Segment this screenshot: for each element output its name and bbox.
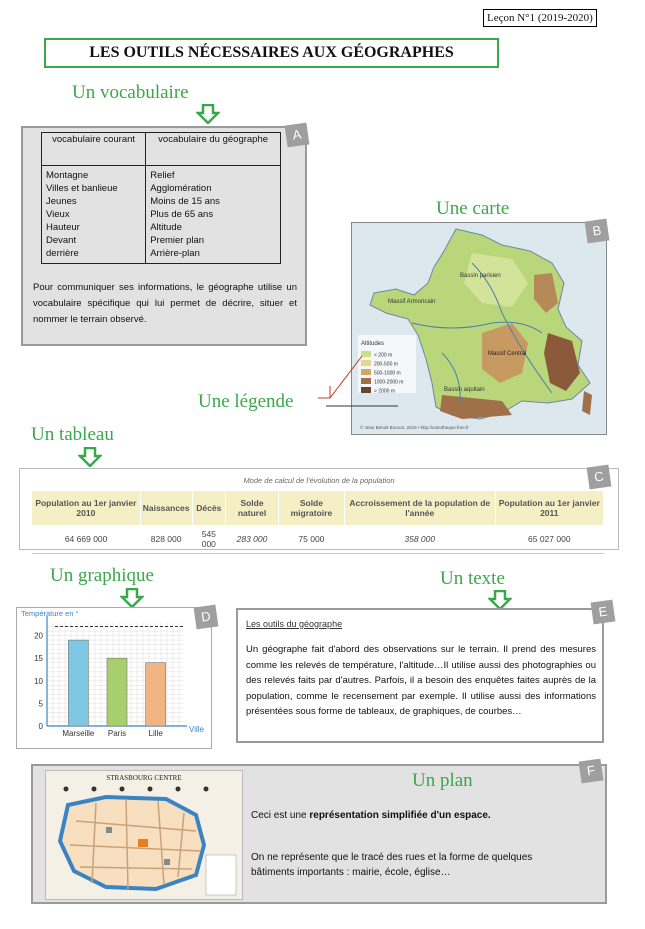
table-value-cell: 545 000	[192, 525, 226, 554]
table-header-cell: Solde migratoire	[278, 491, 344, 525]
population-table	[32, 491, 604, 554]
badge-f: F	[579, 759, 604, 784]
page-title: LES OUTILS NÉCESSAIRES AUX GÉOGRAPHES	[44, 38, 499, 68]
vocab-panel	[21, 126, 307, 346]
vocab-geo-word: Moins de 15 ans	[150, 196, 220, 207]
texte-heading: Un texte	[440, 568, 505, 589]
legend-heading: Une légende	[198, 391, 294, 412]
text-body: Un géographe fait d'abord des observations sur le terrain. Il prend des mesures comme les relevés de température, l'altitude…Il utilise aussi des photographies ou des relevés faits par d'autres. Parfois, il a besoin des enquêtes faites auprès de la population, comme le recensement par exemple. Il utilise aussi des informations présentées sous forme de tableaux, de graphiques, de courbes…	[246, 644, 596, 717]
map-place-label: Bassin parisien	[460, 273, 501, 279]
vocab-col-header: vocabulaire courant	[42, 133, 146, 166]
x-tick-label: Lille	[148, 729, 163, 738]
population-table-panel	[19, 468, 619, 550]
legend-label: 1000-2000 m	[374, 379, 404, 386]
legend-label: < 200 m	[374, 352, 393, 359]
vocab-geo-word: Premier plan	[150, 235, 205, 246]
vocab-common-word: Hauteur	[46, 222, 80, 233]
down-arrow-icon	[78, 447, 102, 467]
legend-label: 200-500 m	[374, 361, 398, 368]
text-panel	[236, 608, 604, 743]
vocab-common-list	[42, 166, 146, 264]
y-tick-label: 15	[34, 654, 43, 664]
vocab-common-word: Devant	[46, 235, 77, 246]
table-caption: Mode de calcul de l'évolution de la population	[243, 476, 395, 485]
plan-heading: Un plan	[412, 770, 473, 791]
plan-text-bold: représentation simplifiée d'un espace.	[309, 810, 491, 821]
lesson-label: Leçon N°1 (2019-2020)	[483, 9, 597, 27]
plan-text-1	[251, 808, 551, 823]
x-tick-label: Paris	[107, 729, 127, 738]
down-arrow-icon	[488, 590, 512, 610]
vocab-heading: Un vocabulaire	[72, 82, 189, 103]
table-value-cell: 283 000	[226, 525, 279, 554]
down-arrow-icon	[196, 104, 220, 124]
chart-bar	[107, 658, 127, 726]
city-plan-image	[46, 771, 242, 899]
badge-c: C	[587, 465, 612, 490]
chart-bar	[68, 640, 88, 726]
map-credit: © Jean Benoit Bouron, 2016 • http://cartotheque.free.fr	[360, 425, 469, 430]
badge-e: E	[591, 600, 616, 625]
chart-svg	[17, 608, 211, 748]
vocab-geo-list	[146, 166, 281, 264]
y-axis-label: Température en °	[21, 609, 79, 618]
map-heading: Une carte	[436, 198, 510, 219]
strasbourg-plan-map	[45, 770, 243, 900]
plan-map-title: STRASBOURG CENTRE	[106, 774, 182, 782]
legend-label: 500-1000 m	[374, 370, 401, 377]
chart-bar	[146, 663, 166, 726]
vocab-paragraph: Pour communiquer ses informations, le géographe utilise un vocabulaire spécifique qui lui permet de décrire, situer et nommer le terrain observé.	[33, 282, 297, 325]
table-value-cell: 64 669 000	[32, 525, 140, 554]
map-place-label: Bassin aquitain	[444, 387, 485, 393]
vocab-common-word: Jeunes	[46, 196, 77, 207]
badge-b: B	[585, 219, 610, 244]
table-value-cell: 75 000	[278, 525, 344, 554]
table-value-cell: 828 000	[140, 525, 192, 554]
table-value-cell: 65 027 000	[495, 525, 603, 554]
vocab-col-header: vocabulaire du géographe	[146, 133, 281, 166]
table-header-cell: Solde naturel	[226, 491, 279, 525]
vocab-geo-word: Relief	[150, 170, 175, 181]
badge-a: A	[285, 123, 310, 148]
y-tick-label: 20	[34, 631, 43, 641]
legend-pointer-line	[318, 350, 398, 410]
legend-label: > 2000 m	[374, 388, 395, 395]
table-header-cell: Décès	[192, 491, 226, 525]
y-tick-label: 10	[34, 676, 43, 686]
tableau-heading: Un tableau	[31, 424, 114, 445]
vocab-common-word: derrière	[46, 248, 79, 259]
table-header-cell: Population au 1er janvier 2010	[32, 491, 140, 525]
table-header-cell: Population au 1er janvier 2011	[495, 491, 603, 525]
vocab-geo-word: Plus de 65 ans	[150, 209, 214, 220]
temperature-chart	[16, 607, 212, 749]
map-legend-title: Altitudes	[361, 341, 385, 347]
vocab-geo-word: Arrière-plan	[150, 248, 200, 259]
map-place-label: Massif Armoricain	[388, 299, 436, 305]
vocab-common-word: Villes et banlieue	[46, 183, 118, 194]
table-value-cell: 358 000	[344, 525, 495, 554]
table-header-cell: Naissances	[140, 491, 192, 525]
graphique-heading: Un graphique	[50, 565, 154, 586]
vocab-geo-word: Altitude	[150, 222, 182, 233]
plan-text-normal: Ceci est une	[251, 810, 310, 821]
x-axis-label: Ville	[189, 725, 204, 734]
y-tick-label: 5	[38, 699, 43, 709]
badge-d: D	[194, 605, 219, 630]
table-header-cell: Accroissement de la population de l'année	[344, 491, 495, 525]
y-tick-label: 0	[38, 722, 43, 731]
vocab-geo-word: Agglomération	[150, 183, 212, 194]
plan-text-2: On ne représente que le tracé des rues et la forme de quelques bâtiments importants : mairie, école, église…	[251, 852, 533, 878]
map-place-label: Massif Central	[488, 351, 527, 357]
vocab-common-word: Vieux	[46, 209, 70, 220]
vocab-table	[41, 132, 281, 264]
vocab-common-word: Montagne	[46, 170, 89, 181]
down-arrow-icon	[120, 588, 144, 608]
text-title: Les outils du géographe	[246, 619, 343, 629]
plan-panel	[31, 764, 607, 904]
x-tick-label: Marseille	[62, 729, 95, 738]
